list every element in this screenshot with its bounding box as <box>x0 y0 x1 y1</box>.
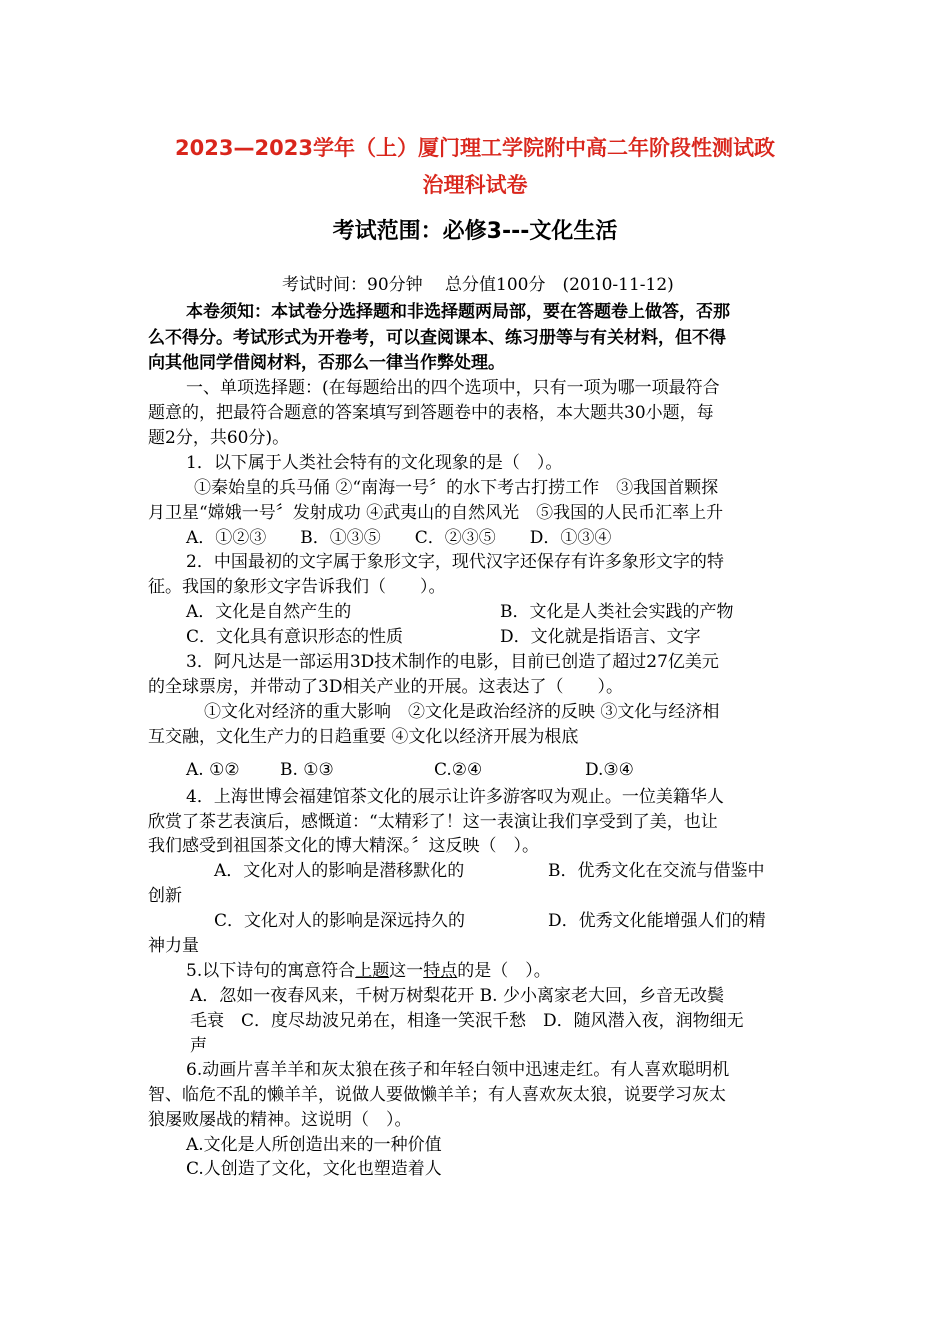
q3-option-c: C.②④ <box>434 760 483 780</box>
q2-stem-2: 征。我国的象形文字告诉我们（ ）。 <box>148 577 446 597</box>
q5-stem <box>186 959 551 984</box>
section1-line-1: 一、单项选择题：(在每题给出的四个选项中，只有一项为哪一项最符合 <box>186 378 720 398</box>
q3-option-d: D.③④ <box>585 760 634 780</box>
section1-line-2: 题意的，把最符合题意的答案填写到答题卷中的表格，本大题共30小题，每 <box>148 403 714 423</box>
exam-title-line1: 2023—2023学年（上）厦门理工学院附中高二年阶段性测试政 <box>175 136 775 160</box>
q3-stem-1: 3．阿凡达是一部运用3D技术制作的电影，目前已创造了超过27亿美元 <box>186 652 719 672</box>
q6-option-a: A.文化是人所创造出来的一种价值 <box>186 1135 442 1155</box>
q4-option-a: A．文化对人的影响是潜移默化的 <box>214 861 465 881</box>
q1-material-2: 月卫星“嫦娥一号〞发射成功 ④武夷山的自然风光 ⑤我国的人民币汇率上升 <box>148 503 724 523</box>
q5-stem-part-3: 的是（ ）。 <box>457 961 551 981</box>
q4-stem-1: 4．上海世博会福建馆茶文化的展示让许多游客叹为观止。一位美籍华人 <box>186 787 724 807</box>
q1-options: A．①②③ B．①③⑤ C．②③⑤ D．①③④ <box>186 528 612 548</box>
q6-stem-1: 6.动画片喜羊羊和灰太狼在孩子和年轻白领中迅速走红。有人喜欢聪明机 <box>186 1060 730 1080</box>
q4-option-d-continued: 神力量 <box>148 936 199 956</box>
q4-option-b: B．优秀文化在交流与借鉴中 <box>548 861 765 881</box>
q2-stem-1: 2．中国最初的文字属于象形文字，现代汉字还保存有许多象形文字的特 <box>186 552 724 572</box>
q5-options-line-2: 毛衰 C．度尽劫波兄弟在，相逢一笑泯千愁 D．随风潜入夜，润物细无 <box>190 1011 744 1031</box>
q5-stem-underlined-2: 特点 <box>423 961 458 981</box>
q4-option-b-continued: 创新 <box>148 886 182 906</box>
q3-option-a: A. ①② <box>186 760 240 780</box>
q5-stem-underlined-1: 上题 <box>355 961 390 981</box>
q5-stem-part-1: 5.以下诗句的寓意符合 <box>186 961 356 981</box>
q5-options-line-3: 声 <box>190 1036 207 1056</box>
q6-option-c: C.人创造了文化，文化也塑造着人 <box>186 1159 442 1179</box>
q5-stem-part-2: 这一 <box>389 961 424 981</box>
q3-option-b: B. ①③ <box>280 760 334 780</box>
q4-stem-3: 我们感受到祖国茶文化的博大精深。〞这反映（ ）。 <box>148 836 539 856</box>
section1-line-3: 题2分，共60分)。 <box>148 428 290 448</box>
q3-material-1: ①文化对经济的重大影响 ②文化是政治经济的反映 ③文化与经济相 <box>204 702 720 722</box>
q1-material-1: ①秦始皇的兵马俑 ②“南海一号〞的水下考古打捞工作 ③我国首颗探 <box>194 478 719 498</box>
q6-stem-2: 智、临危不乱的懒羊羊，说做人要做懒羊羊；有人喜欢灰太狼，说要学习灰太 <box>148 1085 726 1105</box>
q4-option-d: D．优秀文化能增强人们的精 <box>548 911 766 931</box>
exam-info: 考试时间：90分钟 总分值100分 (2010-11-12) <box>282 275 674 295</box>
q5-options-line-1: A．忽如一夜春风来，千树万树梨花开 B. 少小离家老大回，乡音无改鬓 <box>190 986 724 1006</box>
notice-line-1: 本卷须知：本试卷分选择题和非选择题两局部，要在答题卷上做答，否那 <box>186 302 730 322</box>
q2-option-c: C．文化具有意识形态的性质 <box>186 627 404 647</box>
q2-option-a: A．文化是自然产生的 <box>186 602 352 622</box>
notice-line-2: 么不得分。考试形式为开卷考，可以查阅课本、练习册等与有关材料，但不得 <box>148 328 726 348</box>
q2-option-b: B．文化是人类社会实践的产物 <box>500 602 734 622</box>
exam-title-line2: 治理科试卷 <box>422 173 528 197</box>
q4-option-c: C．文化对人的影响是深远持久的 <box>214 911 466 931</box>
notice-line-3: 向其他同学借阅材料，否那么一律当作弊处理。 <box>148 353 505 373</box>
q6-stem-3: 狼屡败屡战的精神。这说明（ ）。 <box>148 1110 412 1130</box>
q3-material-2: 互交融，文化生产力的日趋重要 ④文化以经济开展为根底 <box>148 727 579 747</box>
q2-option-d: D．文化就是指语言、文字 <box>500 627 701 647</box>
q1-stem: 1．以下属于人类社会特有的文化现象的是（ ）。 <box>186 453 563 473</box>
q3-stem-2: 的全球票房，并带动了3D相关产业的开展。这表达了（ ）。 <box>148 677 623 697</box>
exam-scope-heading: 考试范围：必修3---文化生活 <box>332 219 618 244</box>
q4-stem-2: 欣赏了茶艺表演后，感慨道：“太精彩了！这一表演让我们享受到了美，也让 <box>148 812 718 832</box>
